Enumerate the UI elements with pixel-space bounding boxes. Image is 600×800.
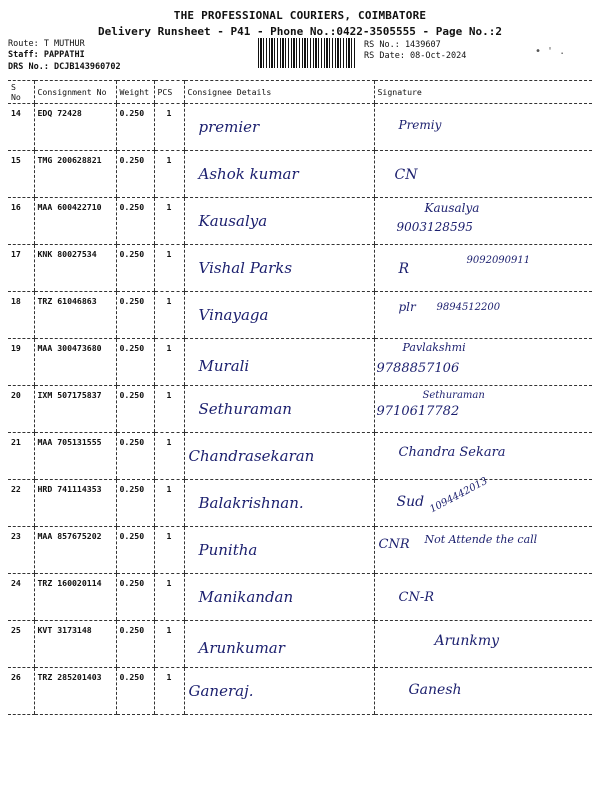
row-signature (374, 475, 592, 527)
faint-stamp (150, 46, 270, 62)
row-pcs: 1 (154, 245, 184, 292)
table-row (8, 104, 592, 151)
row-consignee (184, 386, 374, 433)
row-signature (374, 433, 592, 480)
row-consignee (184, 574, 374, 621)
table-row (8, 339, 592, 386)
row-sno: 26 (8, 668, 34, 715)
col-pcs: PCS (154, 81, 184, 104)
row-sno: 21 (8, 433, 34, 480)
consignee-handwriting: Punitha (198, 541, 258, 559)
rs-number: RS No.: 1439607 (364, 40, 441, 50)
signature-handwriting: CNR (378, 537, 410, 552)
table-row (8, 245, 592, 292)
row-consignment: EDQ 72428 (34, 104, 116, 151)
consignee-handwriting: Vinayaga (198, 306, 269, 324)
signature-handwriting: Arunkmy (434, 633, 500, 649)
drs-number: DRS No.: DCJB143960702 (8, 62, 121, 72)
row-sno: 18 (8, 292, 34, 339)
row-signature (374, 198, 592, 245)
row-weight: 0.250 (116, 104, 154, 151)
row-consignee (184, 245, 374, 292)
row-weight: 0.250 (116, 527, 154, 574)
row-weight: 0.250 (116, 198, 154, 245)
signature-phone: 9710617782 (376, 404, 460, 419)
row-weight: 0.250 (116, 621, 154, 668)
row-signature (374, 339, 592, 386)
signature-handwriting: Ganesh (408, 682, 462, 698)
row-consignee (184, 339, 374, 386)
signature-handwriting: plr (398, 300, 416, 314)
row-consignment: HRD 741114353 (34, 480, 116, 527)
row-sno: 19 (8, 339, 34, 386)
row-pcs: 1 (154, 480, 184, 527)
staff-label: Staff: PAPPATHI (8, 50, 85, 60)
row-consignment: MAA 300473680 (34, 339, 116, 386)
row-sno: 23 (8, 527, 34, 574)
row-signature (374, 245, 592, 292)
row-pcs: 1 (154, 292, 184, 339)
page-title: THE PROFESSIONAL COURIERS, COIMBATORE (173, 9, 427, 22)
signature-handwriting: Chandra Sekara (398, 445, 506, 460)
row-sno: 15 (8, 151, 34, 198)
signature-handwriting: CN (394, 167, 418, 183)
row-sno: 16 (8, 198, 34, 245)
row-consignment: KNK 80027534 (34, 245, 116, 292)
row-signature (374, 151, 592, 198)
row-consignment: TRZ 61046863 (34, 292, 116, 339)
col-signature: Signature (374, 81, 592, 104)
row-consignment: MAA 857675202 (34, 527, 116, 574)
runsheet-table (8, 80, 592, 715)
row-consignee (184, 480, 374, 527)
row-weight: 0.250 (116, 668, 154, 715)
barcode (258, 38, 356, 68)
col-consignment: Consignment No (34, 81, 116, 104)
row-pcs: 1 (154, 198, 184, 245)
table-row (8, 527, 592, 574)
row-pcs: 1 (154, 621, 184, 668)
runsheet-subtitle: Delivery Runsheet - P41 - Phone No.:0422-3505555 - Page No.:2 (98, 25, 502, 38)
route-label: Route: T MUTHUR (8, 39, 85, 49)
consignee-handwriting: premier (198, 118, 260, 136)
table-header (8, 81, 592, 104)
signature-handwriting: Sud (396, 494, 425, 510)
col-consignee: Consignee Details (184, 81, 374, 104)
signature-note: Not Attende the call (424, 533, 538, 546)
row-weight: 0.250 (116, 151, 154, 198)
row-weight: 0.250 (116, 480, 154, 527)
row-pcs: 1 (154, 574, 184, 621)
row-consignee (184, 292, 374, 339)
row-pcs: 1 (154, 386, 184, 433)
row-consignment: TRZ 160020114 (34, 574, 116, 621)
table-row (8, 574, 592, 621)
row-sno: 25 (8, 621, 34, 668)
table-row (8, 668, 592, 715)
row-weight: 0.250 (116, 245, 154, 292)
row-consignment: TMG 200628821 (34, 151, 116, 198)
row-consignment: TRZ 285201403 (34, 668, 116, 715)
rs-date: RS Date: 08-Oct-2024 (364, 51, 467, 61)
row-pcs: 1 (154, 668, 184, 715)
row-sno: 20 (8, 386, 34, 433)
table-row (8, 292, 592, 339)
row-weight: 0.250 (116, 292, 154, 339)
row-signature (374, 104, 592, 151)
row-consignee (184, 151, 374, 198)
row-weight: 0.250 (116, 574, 154, 621)
row-sno: 14 (8, 104, 34, 151)
row-signature (374, 292, 592, 339)
row-consignment: MAA 705131555 (34, 433, 116, 480)
row-pcs: 1 (154, 339, 184, 386)
row-pcs: 1 (154, 527, 184, 574)
signature-handwriting: Pavlakshmi (402, 341, 466, 354)
signature-handwriting: CN-R (398, 590, 435, 605)
row-sno: 17 (8, 245, 34, 292)
row-signature (374, 668, 592, 715)
table-row (8, 386, 592, 433)
row-signature (374, 386, 592, 433)
consignee-handwriting: Chandrasekaran (188, 447, 315, 465)
signature-phone: 1094442013 (427, 475, 489, 516)
signature-phone: 9894512200 (436, 302, 501, 313)
row-consignment: IXM 507175837 (34, 386, 116, 433)
row-signature (374, 574, 592, 621)
row-weight: 0.250 (116, 339, 154, 386)
signature-phone: 9092090911 (466, 255, 531, 266)
row-pcs: 1 (154, 433, 184, 480)
consignee-handwriting: Vishal Parks (198, 259, 293, 277)
row-signature (374, 527, 592, 574)
row-pcs: 1 (154, 151, 184, 198)
row-consignee (184, 668, 374, 715)
table-row (8, 433, 592, 480)
row-sno: 22 (8, 480, 34, 527)
signature-phone: 9003128595 (396, 220, 473, 234)
table-row (8, 151, 592, 198)
signature-phone: 9788857106 (376, 361, 460, 376)
consignee-handwriting: Kausalya (198, 212, 268, 230)
signature-handwriting: R (398, 261, 410, 277)
consignee-handwriting: Ganeraj. (188, 682, 254, 700)
col-weight: Weight (116, 81, 154, 104)
consignee-handwriting: Arunkumar (198, 639, 285, 657)
table-row (8, 621, 592, 668)
corner-dots: • ' . (535, 46, 566, 57)
row-sno: 24 (8, 574, 34, 621)
consignee-handwriting: Murali (198, 357, 250, 375)
row-consignee (184, 527, 374, 574)
row-weight: 0.250 (116, 433, 154, 480)
table-row (8, 198, 592, 245)
consignee-handwriting: Manikandan (198, 588, 294, 606)
consignee-handwriting: Balakrishnan. (198, 494, 304, 512)
col-sno: S No (8, 81, 34, 104)
row-consignee (184, 621, 374, 668)
row-signature (374, 621, 592, 668)
row-consignment: MAA 600422710 (34, 198, 116, 245)
signature-handwriting: Premiy (398, 118, 442, 132)
consignee-handwriting: Sethuraman (198, 400, 292, 418)
row-consignment: KVT 3173148 (34, 621, 116, 668)
consignee-handwriting: Ashok kumar (198, 165, 299, 183)
signature-handwriting: Kausalya (424, 201, 480, 215)
row-pcs: 1 (154, 104, 184, 151)
row-consignee (184, 198, 374, 245)
row-consignee (184, 433, 374, 480)
row-weight: 0.250 (116, 386, 154, 433)
table-row (8, 480, 592, 527)
row-consignee (184, 104, 374, 151)
signature-handwriting: Sethuraman (422, 390, 485, 401)
